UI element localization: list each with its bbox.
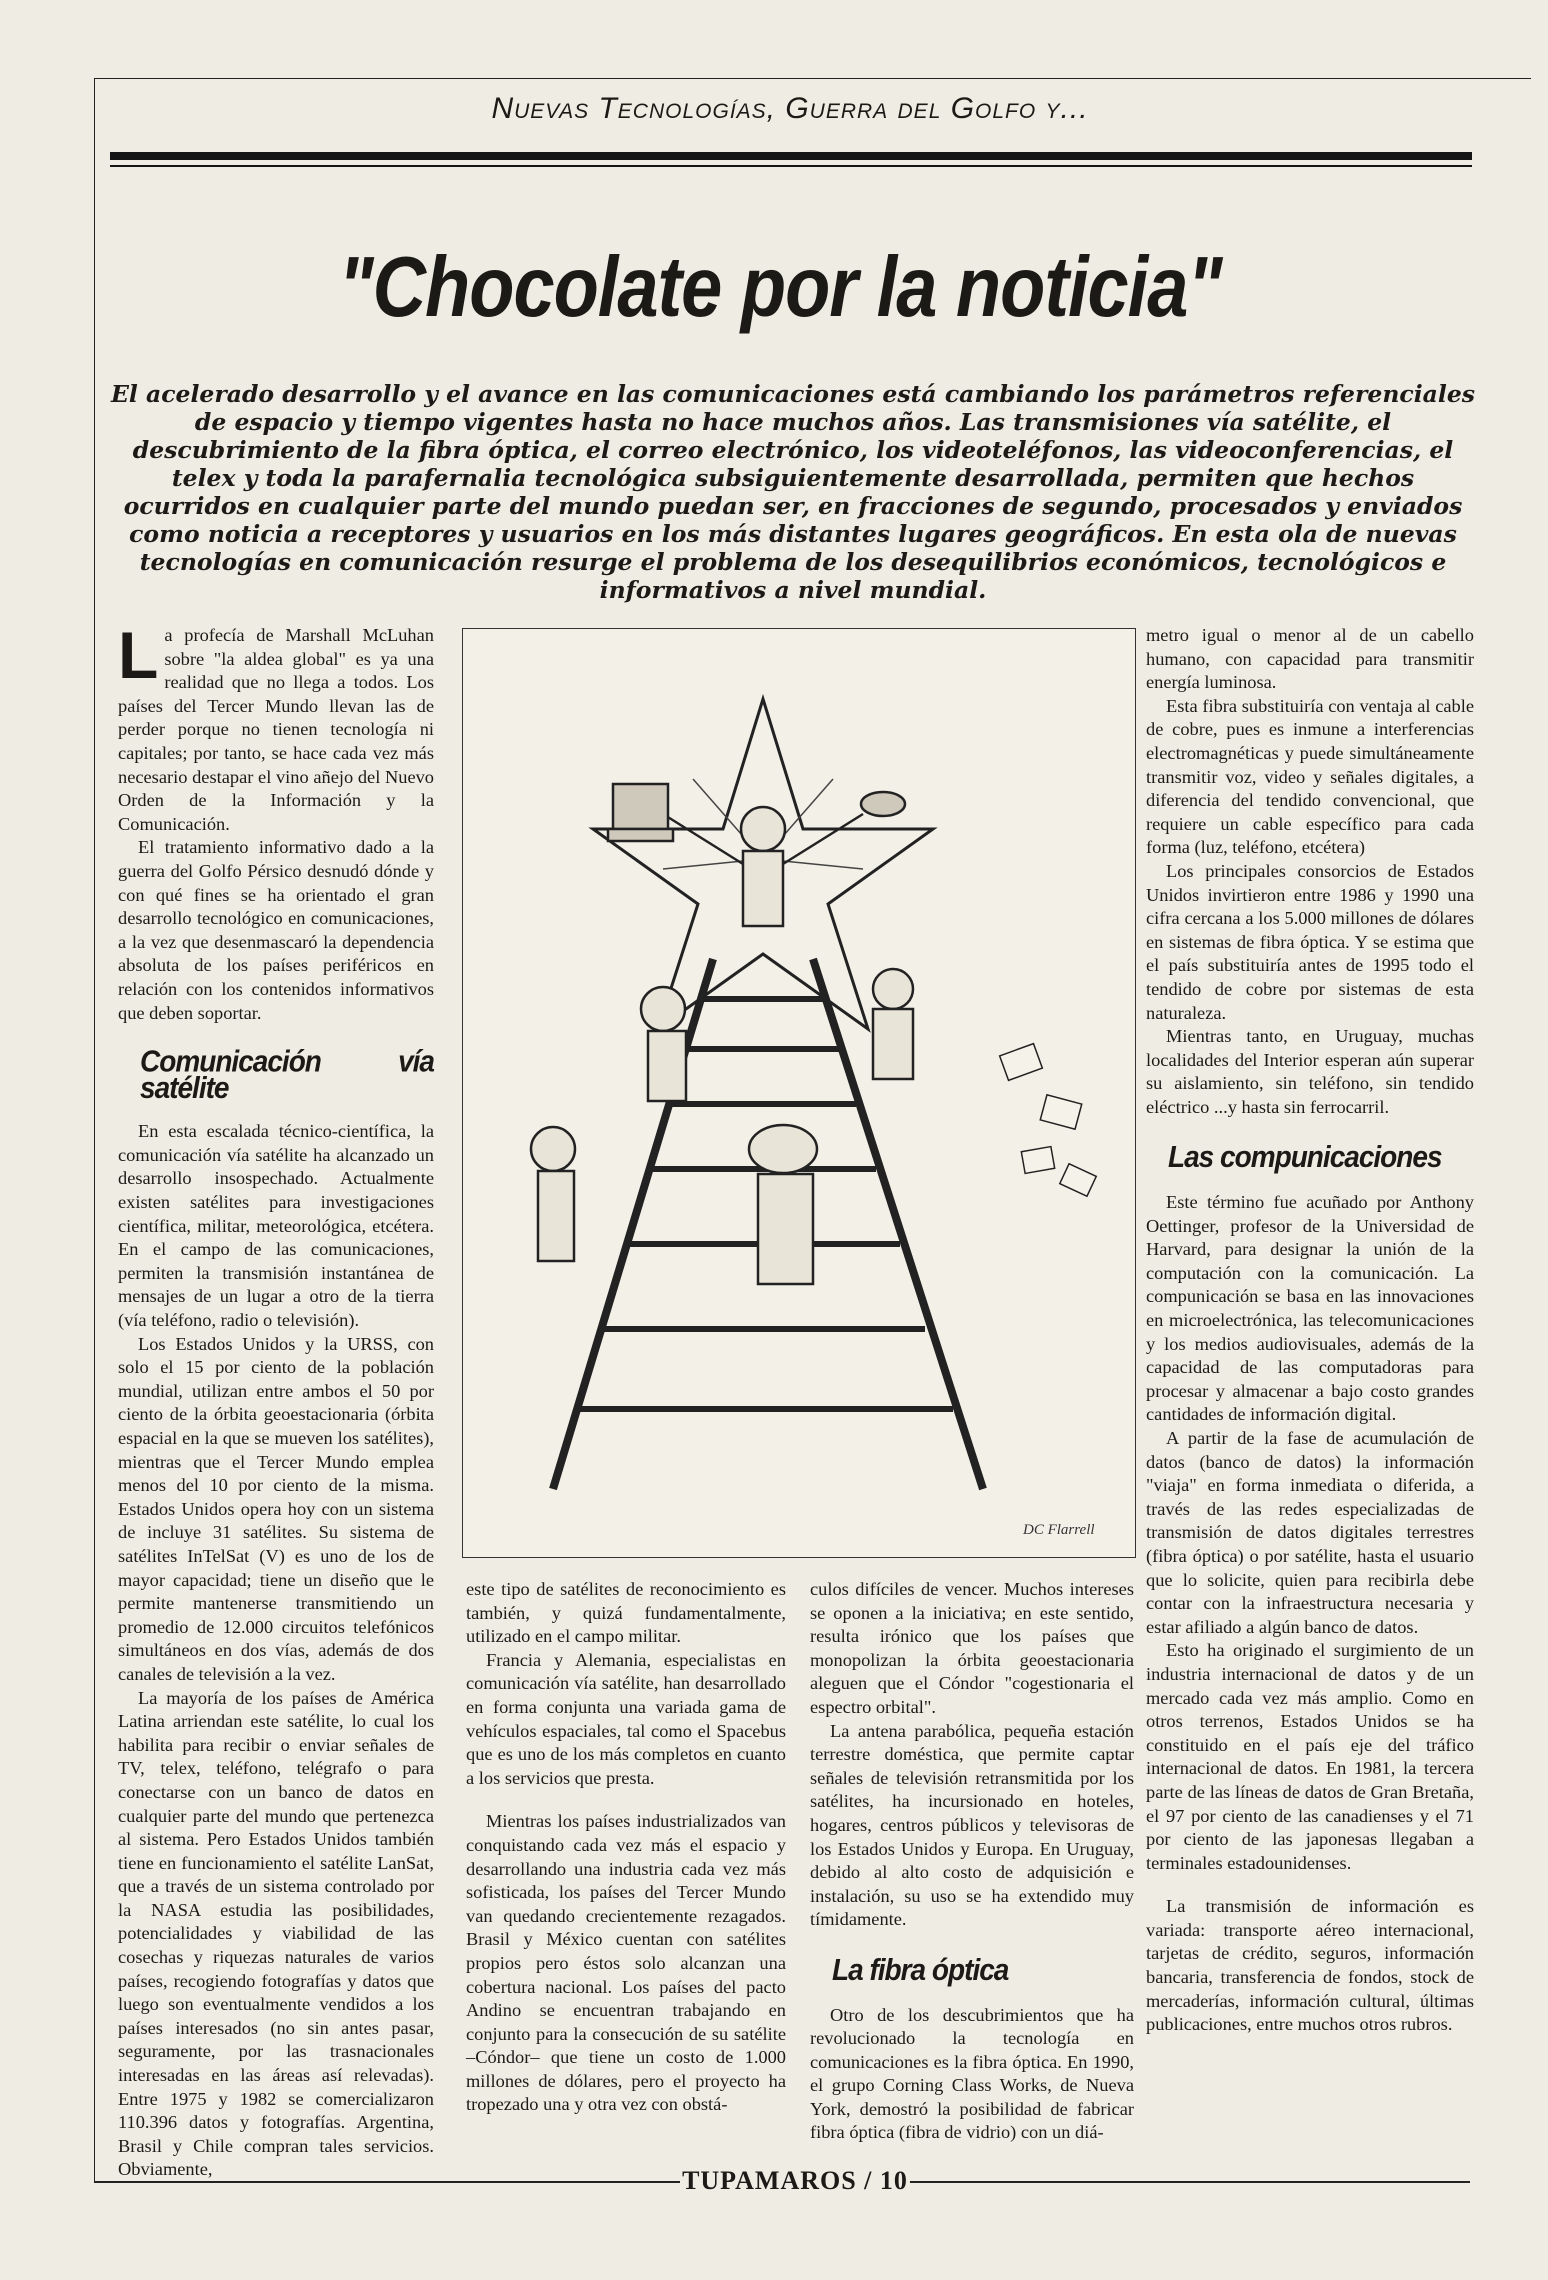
paragraph: Mientras tanto, en Uruguay, muchas localidades del Interior esperan aún superar su aislamiento, sin teléfono, sin tendido eléctrico ...y hasta sin ferrocarril. [1146, 1026, 1474, 1117]
header-rule [110, 152, 1472, 160]
subheading-fibra-optica: La fibra óptica [832, 1952, 1009, 1987]
paragraph: En esta escalada técnico-científica, la comunicación vía satélite ha alcanzado un desarrollo insospechado. Actualmente existen satélites para investigaciones científica, militar, meteorológica, etcétera. En el campo de las comunicaciones, permiten la transmisión instantánea de mensajes de un lugar a otro de la tierra (vía teléfono, radio o televisión). [118, 1121, 434, 1331]
paragraph: Este término fue acuñado por Anthony Oettinger, profesor de la Universidad de Harvard, para designar la unión de la computación con la comunicación. La compunicación se basa en las innovaciones en microelectrónica, las telecomunicaciones y los medios audiovisuales, además de la capacidad de las computadoras para procesar y almacenar a bajo costo grandes cantidades de información digital. [1146, 1192, 1474, 1425]
paragraph: Los Estados Unidos y la URSS, con solo el 15 por ciento de la población mundial, utilizan entre ambos el 50 por ciento de la órbita geoestacionaria (órbita espacial en la que se mueven los satélites), mientras que el Tercer Mundo emplea menos del 10 por ciento de la misma. Estados Unidos opera hoy con un sistema de incluye 31 satélites. Su sistema de satélites InTelSat (V) es uno de los de mayor capacidad; tiene un diseño que le permite mantenerse transmitiendo un promedio de 12.000 circuitos telefónicos simultáneos en dos vías, además de dos canales de televisión a la vez. [118, 1333, 434, 1684]
paragraph: La transmisión de información es variada: transporte aéreo internacional, tarjetas de crédito, seguros, información bancaria, transferencia de fondos, stock de mercaderías, información cultural, últimas publicaciones, entre muchos otros rubros. [1146, 1896, 1474, 2035]
paragraph: La antena parabólica, pequeña estación terrestre doméstica, que permite captar señales de televisión retransmitida por los satélites, ha incursionado en hoteles, hogares, centros públicos y televisoras de los Estados Unidos y Europa. En Uruguay, debido al alto costo de adquisición e instalación, su uso se ha extendido muy tímidamente. [810, 1720, 1134, 1930]
article-lead: El acelerado desarrollo y el avance en las comunicaciones está cambiando los parámetros referenciales de espacio y tiempo vigentes hasta no hace muchos años. Las transmisiones vía satélite, el descubrimiento de la fibra óptica, el correo electrónico, los videoteléfonos, las videoconferencias, el telex y toda la parafernalia tecnológica subsiguientemente desarrollada, permiten que hechos ocurridos en cualquier parte del mundo puedan ser, en fracciones de segundo, procesados y enviados como noticia a receptores y usuarios en los más distantes lugares geográficos. En esta ola de nuevas tecnologías en comunicación resurge el problema de los desequilibrios económicos, tecnológicos e informativos a nivel mundial. [110, 380, 1476, 604]
paragraph: culos difíciles de vencer. Muchos intereses se oponen a la iniciativa; en este sentido, resulta irónico que los países que monopolizan la órbita geoestacionaria aleguen que el Cóndor "cogestionaria el espectro orbital". [810, 1579, 1134, 1717]
paragraph [118, 618, 434, 836]
ladder-illustration [462, 628, 1136, 1558]
paragraph: A partir de la fase de acumulación de datos (banco de datos) la información "viaja" en forma inmediata o diferida, a través de las redes especializadas de transmisión de datos digitales terrestres (fibra óptica) o por satélite, hasta el usuario que lo solicite, quien para recibirla debe contar con la infraestructura necesaria y estar afiliado a algún banco de datos. [1146, 1428, 1474, 1637]
paragraph-text: a profecía de Marshall McLuhan sobre "la aldea global" es ya una realidad que no llega a todos. Los países del Tercer Mundo llevan las de perder porque no tienen tecnología ni capitales; por tanto, se hace cada vez más necesario destapar el vino añejo del Nuevo Orden de la Información y la Comunicación. [118, 625, 434, 834]
column-2 [466, 1578, 786, 2117]
telephone-handset [861, 792, 905, 816]
column-1 [118, 618, 434, 2182]
paragraph: El tratamiento informativo dado a la guerra del Golfo Pérsico desnudó dónde y con qué fines se ha orientado el gran desarrollo tecnológico en comunicaciones, a la vez que desenmascaró la dependencia absoluta de los países periféricos en relación con los contenidos informativos que deben soportar. [118, 837, 434, 1023]
paragraph: Los principales consorcios de Estados Unidos invirtieron entre 1986 y 1990 una cifra cercana a los 5.000 millones de dólares en sistemas de fibra óptica. Y se estima que el país substituiría antes de 1995 todo el tendido de cobre por sistemas de esta naturaleza. [1146, 860, 1474, 1023]
paragraph: Esta fibra substituiría con ventaja al cable de cobre, pues es inmune a interferencias electromagnéticas y puede simultáneamente transmitir voz, video y señales digitales, a diferencia del tendido convencional, que requiere un cable específico para cada forma (luz, teléfono, etcétera) [1146, 695, 1474, 858]
header-rule-thin [110, 165, 1472, 167]
paragraph: Mientras los países industrializados van conquistando cada vez más el espacio y desarrollando una industria cada vez más sofisticada, los países del Tercer Mundo van quedando crecientemente rezagados. Brasil y México cuentan con satélites propios pero éstos solo alcanzan una cobertura nacional. Los países del pacto Andino se encuentran trabajando en conjunto para la consecución de su satélite –Cóndor– que tiene un costo de 1.000 millones de dólares, pero el proyecto ha tropezado una y otra vez con obstá- [466, 1811, 786, 2115]
illustration-signature: DC Flarrell [1023, 1522, 1095, 1538]
paragraph: La mayoría de los países de América Latina arriendan este satélite, lo cual los habilita para recibir o enviar señales de TV, telex, teléfono, telégrafo o para conectarse con un banco de datos en cualquier parte del mundo que pertenezca al sistema. Pero Estados Unidos también tiene en funcionamiento el satélite LanSat, que a través de un sistema controlado por la NASA estudia las posibilidades, potencialidades y viabilidad de las cosechas y riquezas naturales de varios países, recogiendo fotografías y datos que luego son eventualmente vendidos a los países interesados (no sin antes pasar, seguramente, por las trasnacionales interesadas en las áreas así relevadas). Entre 1975 y 1982 se comercializaron 110.396 datos y fotografías. Argentina, Brasil y Chile compran tales servicios. Obviamente, [118, 1687, 434, 2180]
ladder-cartoon-illustration [463, 629, 1135, 1557]
flying-papers [1000, 1044, 1097, 1197]
climbing-figures [531, 969, 913, 1284]
running-head: Nuevas Tecnologías, Guerra del Golfo y... [491, 92, 1089, 125]
column-3 [810, 1578, 1134, 2145]
article-title: "Chocolate por la noticia" [338, 238, 1222, 335]
column-4 [1146, 624, 1474, 2037]
subheading-compunicaciones: Las compunicaciones [1168, 1139, 1442, 1174]
footer-rule-right [910, 2181, 1470, 2183]
computer-monitor [608, 784, 673, 841]
subheading-satelite: Comunicación vía satélite [140, 1044, 434, 1105]
footer-rule-left [94, 2181, 680, 2183]
paragraph: Esto ha originado el surgimiento de un industria internacional de datos y de un mercado cada vez más amplio. Como en otros terrenos, Estados Unidos se ha constituido en el país eje del tráfico internacional de datos. En 1981, la tercera parte de las líneas de datos de Gran Bretaña, el 97 por ciento de las canadienses y el 71 por ciento de las japonesas llegaban a terminales estadounidenses. [1146, 1640, 1474, 1873]
drop-cap: L [118, 618, 159, 692]
page-footer: TUPAMAROS / 10 [682, 2166, 908, 2195]
paragraph: metro igual o menor al de un cabello humano, con capacidad para transmitir energía luminosa. [1146, 625, 1474, 693]
paragraph: Francia y Alemania, especialistas en comunicación vía satélite, han desarrollado en forma conjunta una variada gama de vehículos espaciales, tal como el Spacebus que es uno de los más completos en cuanto a los servicios que presta. [466, 1649, 786, 1788]
paragraph: Otro de los descubrimientos que ha revolucionado la tecnología en comunicaciones es la fibra óptica. En 1990, el grupo Corning Class Works, de Nueva York, demostró la posibilidad de fabricar fibra óptica (fibra de vidrio) con un diá- [810, 2004, 1134, 2143]
paragraph: este tipo de satélites de reconocimiento es también, y quizá fundamentalmente, utilizado en el campo militar. [466, 1579, 786, 1647]
